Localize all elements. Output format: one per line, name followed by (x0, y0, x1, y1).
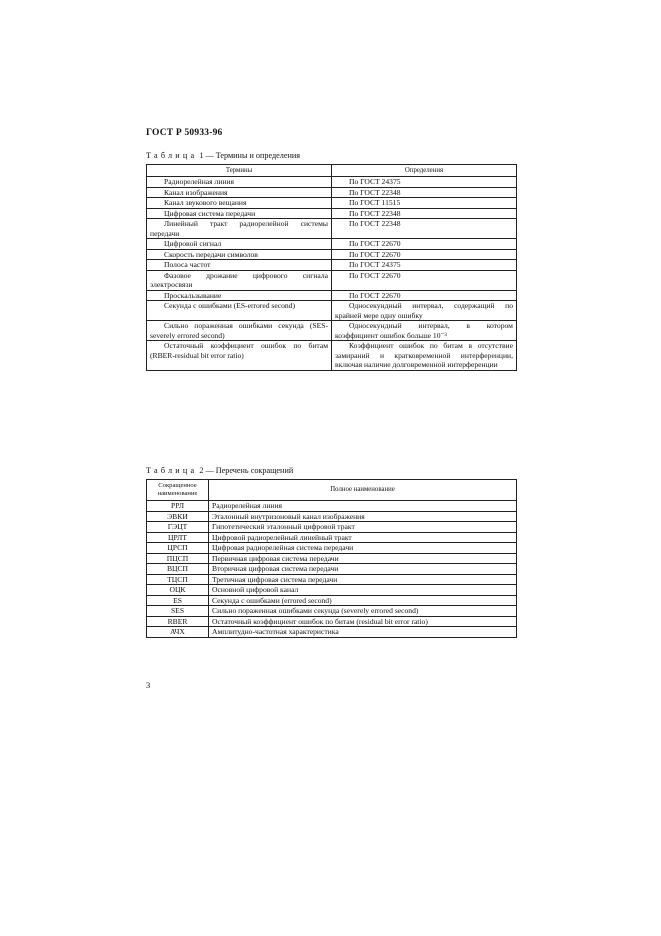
abbreviation-cell: RBER (147, 616, 209, 627)
abbreviations-table (146, 479, 517, 638)
abbreviation-col-header: Сокращенное наименование (147, 480, 209, 501)
term-cell: Полоса частот (147, 260, 332, 271)
term-cell: Цифровой сигнал (147, 239, 332, 250)
table1-caption-word: Таблица (146, 151, 198, 160)
table2-caption-title: 2 — Перечень сокращений (199, 466, 294, 475)
term-cell: Сильно пораженная ошибками секунда (SES-severely errored second) (147, 321, 332, 341)
term-cell: Фазовое дрожание цифрового сигнала электросвязи (147, 270, 332, 290)
full-name-cell: Остаточный коэффициент ошибок по битам (residual bit error ratio) (209, 616, 517, 627)
definition-cell: По ГОСТ 22348 (332, 187, 517, 198)
table-row (147, 219, 517, 239)
abbreviation-cell: SES (147, 606, 209, 617)
full-name-cell: Амплитудно-частотная характеристика (209, 627, 517, 638)
table2-caption-word: Таблица (146, 466, 198, 475)
definition-cell: Коэффициент ошибок по битам в отсутствие замираний и кратковременной интерференции, включая наличие долговременной интерференции (332, 341, 517, 371)
term-cell: Канал изображения (147, 187, 332, 198)
table1-caption-title: 1 — Термины и определения (199, 151, 301, 160)
abbreviation-cell: РРЛ (147, 501, 209, 512)
table-row (147, 260, 517, 271)
table-row (147, 208, 517, 219)
full-name-cell: Эталонный внутризоновый канал изображения (209, 511, 517, 522)
table-row (147, 574, 517, 585)
table-row (147, 321, 517, 341)
table-row (147, 177, 517, 188)
table-row (147, 501, 517, 512)
page-number: 3 (146, 680, 151, 690)
table-row (147, 522, 517, 533)
definition-cell: По ГОСТ 24375 (332, 177, 517, 188)
abbreviation-cell: ЦРСП (147, 543, 209, 554)
term-cell: Линейный тракт радиорелейной системы передачи (147, 219, 332, 239)
definition-cell: Односекундный интервал, в котором коэффициент ошибок больше 10⁻³ (332, 321, 517, 341)
full-name-cell: Радиорелейная линия (209, 501, 517, 512)
terms-col-header: Термины (147, 165, 332, 177)
terms-table (146, 164, 517, 371)
table-row (147, 553, 517, 564)
abbreviation-cell: ES (147, 595, 209, 606)
abbreviation-cell: ПЦСП (147, 553, 209, 564)
abbreviation-cell: АЧХ (147, 627, 209, 638)
term-cell: Цифровая система передачи (147, 208, 332, 219)
table-row (147, 606, 517, 617)
definition-cell: По ГОСТ 22670 (332, 239, 517, 250)
definition-cell: По ГОСТ 11515 (332, 198, 517, 209)
table-row (147, 187, 517, 198)
table1-caption (146, 151, 300, 160)
term-cell: Остаточный коэффициент ошибок по битам (RBER-residual bit error ratio) (147, 341, 332, 371)
term-cell: Радиорелейная линия (147, 177, 332, 188)
term-cell: Канал звукового вещания (147, 198, 332, 209)
definition-cell: Односекундный интервал, содержащий по крайней мере одну ошибку (332, 301, 517, 321)
table-row (147, 270, 517, 290)
table-row (147, 249, 517, 260)
definition-cell: По ГОСТ 22670 (332, 249, 517, 260)
full-name-col-header: Полное наименование (209, 480, 517, 501)
full-name-cell: Цифровой радиорелейный линейный тракт (209, 532, 517, 543)
abbreviation-cell: ЭВКИ (147, 511, 209, 522)
table-row (147, 564, 517, 575)
table-row (147, 511, 517, 522)
table-row (147, 239, 517, 250)
definition-cell: По ГОСТ 22670 (332, 290, 517, 301)
full-name-cell: Основной цифровой канал (209, 585, 517, 596)
abbreviation-cell: ОЦК (147, 585, 209, 596)
definition-cell: По ГОСТ 22348 (332, 208, 517, 219)
term-cell: Проскальзывание (147, 290, 332, 301)
abbreviation-cell: ГЭЦТ (147, 522, 209, 533)
definition-cell: По ГОСТ 24375 (332, 260, 517, 271)
table-row (147, 341, 517, 371)
table-row (147, 595, 517, 606)
definition-cell: По ГОСТ 22670 (332, 270, 517, 290)
table-row (147, 290, 517, 301)
abbreviation-cell: ВЦСП (147, 564, 209, 575)
definition-cell: По ГОСТ 22348 (332, 219, 517, 239)
full-name-cell: Третичная цифровая система передачи (209, 574, 517, 585)
full-name-cell: Сильно пораженная ошибками секунда (severely errored second) (209, 606, 517, 617)
full-name-cell: Цифровая радиорелейная система передачи (209, 543, 517, 554)
table-row (147, 532, 517, 543)
table-row (147, 543, 517, 554)
abbreviation-cell: ТЦСП (147, 574, 209, 585)
term-cell: Секунда с ошибками (ES-errored second) (147, 301, 332, 321)
full-name-cell: Вторичная цифровая система передачи (209, 564, 517, 575)
full-name-cell: Первичная цифровая система передачи (209, 553, 517, 564)
table-row (147, 301, 517, 321)
term-cell: Скорость передачи символов (147, 249, 332, 260)
table-row (147, 585, 517, 596)
table-row (147, 616, 517, 627)
full-name-cell: Гипотетический эталонный цифровой тракт (209, 522, 517, 533)
full-name-cell: Секунда с ошибками (errored second) (209, 595, 517, 606)
table2-caption (146, 466, 293, 475)
document-header: ГОСТ Р 50933-96 (146, 128, 223, 138)
definitions-col-header: Определения (332, 165, 517, 177)
table-row (147, 198, 517, 209)
abbreviation-cell: ЦРЛТ (147, 532, 209, 543)
table-row (147, 627, 517, 638)
